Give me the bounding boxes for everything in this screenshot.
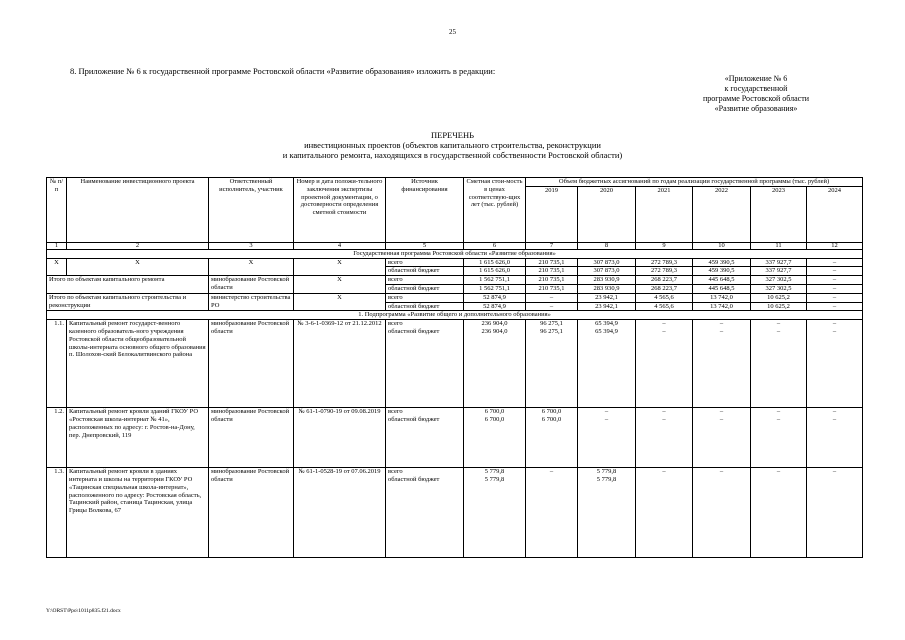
document-title bbox=[0, 130, 905, 160]
table-row bbox=[47, 468, 863, 558]
row-value: – bbox=[807, 302, 863, 311]
header-executor: Ответственный исполнитель, участник bbox=[209, 178, 294, 243]
title-line: инвестиционных проектов (объектов капитального строительства, реконструкции bbox=[304, 140, 601, 150]
header-doc: Номер и дата положи-тельного заключения экспертизы проектной документации, о достоверности определения сметной стоимости bbox=[294, 178, 386, 243]
row-value: – bbox=[807, 258, 863, 267]
row-value: 10 625,2 bbox=[751, 293, 807, 302]
value-line: 5 779,8 bbox=[596, 475, 617, 483]
value-line: 6 700,0 bbox=[541, 408, 562, 416]
row-value: 337 927,7 bbox=[751, 267, 807, 276]
header-budget-group: Объем бюджетных ассигнований по годам реализации государственной программы (тыс. рублей) bbox=[526, 178, 863, 187]
row-value: – bbox=[807, 293, 863, 302]
value-line: – bbox=[604, 415, 609, 423]
row-value: 327 302,5 bbox=[751, 276, 807, 285]
row-value bbox=[578, 320, 636, 408]
row-executor: минобразование Ростовской области bbox=[209, 276, 294, 294]
row-value bbox=[526, 408, 578, 468]
row-executor: министерство строительства РО bbox=[209, 293, 294, 311]
row-num: 1.3. bbox=[47, 468, 67, 558]
value-line: – bbox=[662, 415, 666, 423]
row-source bbox=[386, 408, 464, 468]
row-value: 10 625,2 bbox=[751, 302, 807, 311]
row-value: 210 735,1 bbox=[526, 258, 578, 267]
row-value: 272 789,3 bbox=[636, 267, 693, 276]
row-value bbox=[807, 408, 863, 468]
appendix-block bbox=[661, 74, 851, 114]
row-value: 307 873,0 bbox=[578, 258, 636, 267]
row-value: – bbox=[807, 267, 863, 276]
title-line: ПЕРЕЧЕНЬ bbox=[431, 130, 474, 140]
value-line: 65 394,9 bbox=[595, 327, 618, 335]
row-value bbox=[751, 320, 807, 408]
row-source: областной бюджет bbox=[386, 284, 464, 293]
source-line: областной бюджет bbox=[388, 415, 440, 423]
row-value: 327 302,5 bbox=[751, 284, 807, 293]
row-value: 307 873,0 bbox=[578, 267, 636, 276]
table-row bbox=[47, 293, 863, 302]
header-source: Источник финансирования bbox=[386, 178, 464, 243]
row-source: всего bbox=[386, 293, 464, 302]
row-num: 1.1. bbox=[47, 320, 67, 408]
row-name: Капитальный ремонт кровли зданий ГКОУ РО «Ростовская школа-интернат № 41», расположенных по адресу: г. Ростов-на-Дону, пер. Днепровский, 119 bbox=[67, 408, 209, 468]
row-value bbox=[807, 468, 863, 558]
value-line: – bbox=[549, 468, 554, 476]
appendix-line: программе Ростовской области bbox=[703, 94, 809, 103]
row-doc: № 61-1-0528-19 от 07.06.2019 bbox=[294, 468, 386, 558]
row-value bbox=[693, 320, 751, 408]
row-executor: минобразование Ростовской области bbox=[209, 468, 294, 558]
row-source bbox=[386, 468, 464, 558]
cost-line: 6 700,0 bbox=[484, 408, 505, 416]
row-value: 23 942,1 bbox=[578, 302, 636, 311]
col-number: 5 bbox=[386, 242, 464, 249]
row-doc: № 61-1-0790-19 от 09.08.2019 bbox=[294, 408, 386, 468]
header-year: 2019 bbox=[526, 186, 578, 242]
source-line: областной бюджет bbox=[388, 327, 440, 335]
row-value: 268 223,7 bbox=[636, 284, 693, 293]
value-line: 65 394,9 bbox=[595, 320, 618, 328]
row-source bbox=[386, 320, 464, 408]
row-value bbox=[751, 468, 807, 558]
row-cost: 1 615 626,0 bbox=[464, 267, 526, 276]
row-source: всего bbox=[386, 276, 464, 285]
col-number: 4 bbox=[294, 242, 386, 249]
row-value: 459 390,5 bbox=[693, 267, 751, 276]
value-line: – bbox=[719, 320, 724, 328]
value-line: – bbox=[719, 408, 724, 416]
row-value: 210 735,1 bbox=[526, 267, 578, 276]
row-value: 13 742,0 bbox=[693, 293, 751, 302]
col-number: 9 bbox=[636, 242, 693, 249]
value-line: – bbox=[662, 320, 666, 328]
program-title-row: Государственная программа Ростовской области «Развитие образования» bbox=[47, 249, 863, 258]
row-value bbox=[751, 408, 807, 468]
row-cost bbox=[464, 408, 526, 468]
row-value: 13 742,0 bbox=[693, 302, 751, 311]
value-line: – bbox=[662, 327, 666, 335]
row-value bbox=[526, 468, 578, 558]
value-line: 5 779,8 bbox=[596, 468, 617, 476]
row-source: областной бюджет bbox=[386, 267, 464, 276]
appendix-line: «Развитие образования» bbox=[714, 104, 798, 113]
title-line: и капитального ремонта, находящихся в государственной собственности Ростовской области) bbox=[282, 150, 623, 160]
row-name: Капитальный ремонт кровли в зданиях интерната и школы на территории ГКОУ РО «Тацинская специальная школа-интернат», расположенного по адресу: Ростовская область, Тацинский район, станица Тацинская, улица Грицы Волкова, 67 bbox=[67, 468, 209, 558]
value-line: 96 275,1 bbox=[540, 327, 563, 335]
cost-line: 236 904,0 bbox=[481, 327, 508, 335]
row-value bbox=[693, 468, 751, 558]
cost-line: 6 700,0 bbox=[484, 415, 505, 423]
header-year: 2020 bbox=[578, 186, 636, 242]
row-name: Итого по объектам капитального строительства и реконструкции bbox=[47, 293, 209, 311]
row-value bbox=[807, 320, 863, 408]
row-cost: 1 562 751,1 bbox=[464, 284, 526, 293]
row-executor: минобразование Ростовской области bbox=[209, 320, 294, 408]
source-line: всего bbox=[388, 408, 403, 416]
row-value: – bbox=[526, 293, 578, 302]
row-value: 268 223,7 bbox=[636, 276, 693, 285]
col-number: 1 bbox=[47, 242, 67, 249]
col-number: 3 bbox=[209, 242, 294, 249]
row-value: 210 735,1 bbox=[526, 284, 578, 293]
row-cost: 52 874,9 bbox=[464, 302, 526, 311]
source-line: всего bbox=[388, 468, 403, 476]
col-number: 2 bbox=[67, 242, 209, 249]
intro-text: 8. Приложение № 6 к государственной программе Ростовской области «Развитие образования» изложить в редакции: bbox=[70, 66, 496, 76]
row-doc: № 3-6-1-0369-12 от 21.12.2012 bbox=[294, 320, 386, 408]
col-number: 11 bbox=[751, 242, 807, 249]
cost-line: 236 904,0 bbox=[481, 320, 508, 328]
row-cost: 1 562 751,1 bbox=[464, 276, 526, 285]
cost-line: 5 779,8 bbox=[484, 475, 505, 483]
row-value: 210 735,1 bbox=[526, 276, 578, 285]
value-line: 96 275,1 bbox=[540, 320, 563, 328]
table-row bbox=[47, 408, 863, 468]
row-value: 283 930,9 bbox=[578, 276, 636, 285]
row-value bbox=[636, 408, 693, 468]
header-name: Наименование инвестиционного проекта bbox=[67, 178, 209, 243]
row-value: 283 930,9 bbox=[578, 284, 636, 293]
table-row bbox=[47, 320, 863, 408]
row-cost: 52 874,9 bbox=[464, 293, 526, 302]
row-executor: минобразование Ростовской области bbox=[209, 408, 294, 468]
row-value: 445 648,5 bbox=[693, 284, 751, 293]
value-line: – bbox=[832, 415, 837, 423]
row-doc: Х bbox=[294, 293, 386, 311]
row-name: Х bbox=[67, 258, 209, 276]
value-line: – bbox=[719, 415, 724, 423]
value-line: – bbox=[832, 408, 837, 416]
row-doc: Х bbox=[294, 258, 386, 276]
row-value bbox=[578, 468, 636, 558]
table-row bbox=[47, 276, 863, 285]
header-year: 2023 bbox=[751, 186, 807, 242]
row-doc: Х bbox=[294, 276, 386, 294]
col-number: 8 bbox=[578, 242, 636, 249]
row-cost bbox=[464, 320, 526, 408]
value-line: – bbox=[776, 408, 781, 416]
subprogram-title-row: 1. Подпрограмма «Развитие общего и дополнительного образования» bbox=[47, 311, 863, 320]
row-value: 4 565,6 bbox=[636, 293, 693, 302]
value-line: – bbox=[662, 408, 666, 416]
row-value bbox=[636, 468, 693, 558]
value-line: – bbox=[832, 320, 837, 328]
value-line: – bbox=[604, 408, 609, 416]
appendix-line: к государственной bbox=[724, 84, 788, 93]
row-cost bbox=[464, 468, 526, 558]
row-value bbox=[578, 408, 636, 468]
value-line: – bbox=[776, 468, 781, 476]
row-num: 1.2. bbox=[47, 408, 67, 468]
page-number: 25 bbox=[449, 28, 456, 36]
row-name: Итого по объектам капитального ремонта bbox=[47, 276, 209, 294]
row-value: – bbox=[807, 276, 863, 285]
row-value: – bbox=[526, 302, 578, 311]
col-number: 10 bbox=[693, 242, 751, 249]
value-line: – bbox=[776, 327, 781, 335]
source-line: всего bbox=[388, 320, 403, 328]
col-number: 6 bbox=[464, 242, 526, 249]
cost-line: 5 779,8 bbox=[484, 468, 505, 476]
value-line: – bbox=[832, 327, 837, 335]
value-line: – bbox=[776, 320, 781, 328]
value-line: – bbox=[776, 415, 781, 423]
row-value: 23 942,1 bbox=[578, 293, 636, 302]
row-value: 272 789,3 bbox=[636, 258, 693, 267]
column-numbers-row bbox=[47, 242, 863, 249]
col-number: 7 bbox=[526, 242, 578, 249]
row-num: Х bbox=[47, 258, 67, 276]
row-value: – bbox=[807, 284, 863, 293]
investment-projects-table bbox=[46, 177, 863, 558]
table-row bbox=[47, 258, 863, 267]
value-line: – bbox=[662, 468, 666, 476]
header-year: 2022 bbox=[693, 186, 751, 242]
row-executor: Х bbox=[209, 258, 294, 276]
row-value: 459 390,5 bbox=[693, 258, 751, 267]
header-cost: Сметная стои-мость в ценах соответствую-щих лет (тыс. рублей) bbox=[464, 178, 526, 243]
header-year: 2024 bbox=[807, 186, 863, 242]
row-source: областной бюджет bbox=[386, 302, 464, 311]
header-year: 2021 bbox=[636, 186, 693, 242]
row-value bbox=[526, 320, 578, 408]
file-path-footer: Y:\ORST\Ppo\1011p835.f21.docx bbox=[46, 608, 121, 614]
row-source: всего bbox=[386, 258, 464, 267]
source-line: областной бюджет bbox=[388, 475, 440, 483]
value-line: – bbox=[832, 468, 837, 476]
value-line: – bbox=[719, 327, 724, 335]
header-num: № п/п bbox=[47, 178, 67, 243]
appendix-line: «Приложение № 6 bbox=[724, 74, 788, 83]
value-line: 6 700,0 bbox=[541, 415, 562, 423]
row-value: 445 648,5 bbox=[693, 276, 751, 285]
row-cost: 1 615 626,0 bbox=[464, 258, 526, 267]
col-number: 12 bbox=[807, 242, 863, 249]
value-line: – bbox=[719, 468, 724, 476]
row-value bbox=[693, 408, 751, 468]
row-name: Капитальный ремонт государст-венного казенного образователь-ного учреждения Ростовской области общеобразовательной школы-интерната основного общего образования п. Шолохов-ский Белокалитвинского района bbox=[67, 320, 209, 408]
row-value: 337 927,7 bbox=[751, 258, 807, 267]
row-value: 4 565,6 bbox=[636, 302, 693, 311]
row-value bbox=[636, 320, 693, 408]
